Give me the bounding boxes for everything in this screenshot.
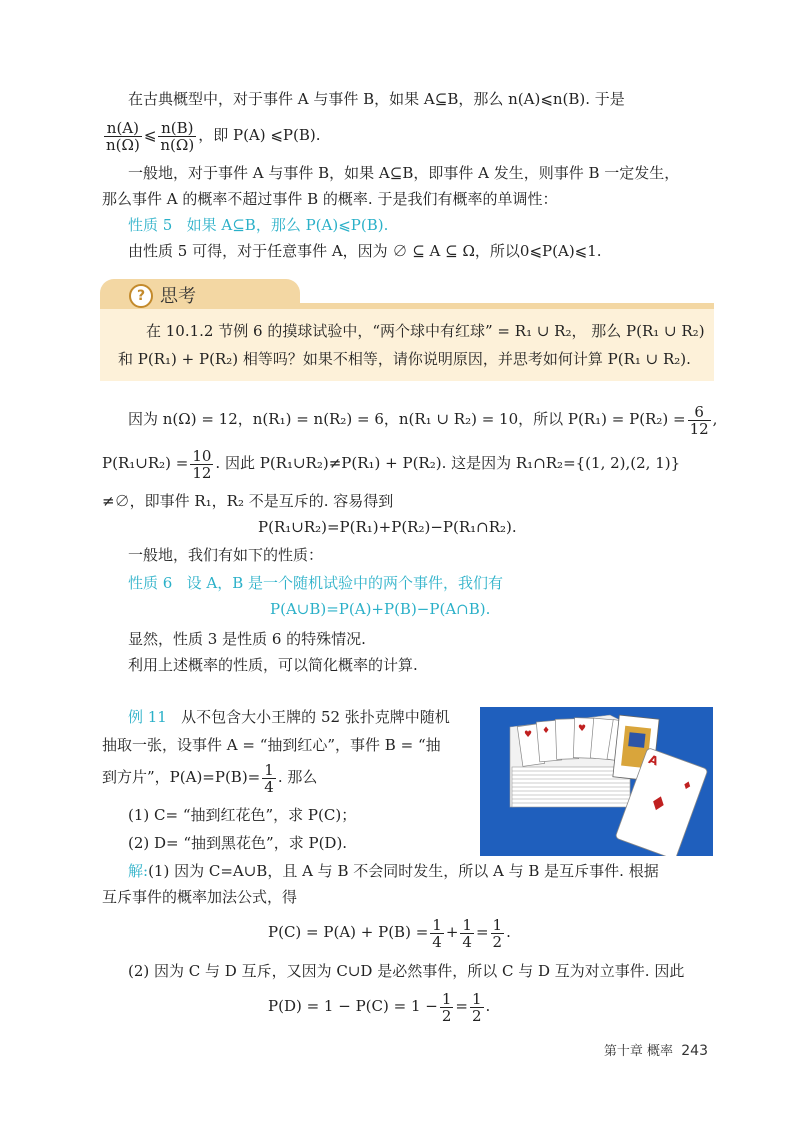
paragraph-2-line-2: 那么事件 A 的概率不超过事件 B 的概率. 于是我们有概率的单调性： [102,190,558,208]
chapter-label: 第十章 概率 [603,1044,673,1059]
solution-2-line-1: (2) 因为 C 与 D 互斥，又因为 C∪D 是必然事件，所以 C 与 D 互为对立事件. 因此 [128,962,685,980]
example-11-line-1 [128,706,450,728]
fraction-6-12: $\frac{6}{12}$ [689,402,709,438]
fraction-1-2-a: $\frac{1}{2}$ [492,915,503,951]
svg-text:♦: ♦ [542,726,551,736]
think-line-1: 在 10.1.2 节例 6 的摸球试验中，“两个球中有红球” = R₁ ∪ R₂， 那么 P(R₁ ∪ R₂) [146,322,705,340]
paragraph-3: 由性质 5 可得，对于任意事件 A，因为 ∅ ⊆ A ⊆ Ω，所以0⩽P(A)⩽1. [128,242,602,260]
property-6-formula: P(A∪B)=P(A)+P(B)−P(A∩B). [270,600,491,618]
page-number: 243 [681,1043,708,1059]
plus-sign: + [445,923,459,941]
paragraph-4-line-3: ≠∅，即事件 R₁，R₂ 不是互斥的. 容易得到 [102,492,394,510]
fraction-1-4: $\frac{1}{4}$ [264,760,274,796]
think-line-2: 和 P(R₁) + P(R₂) 相等吗？如果不相等，请你说明原因，并思考如何计算 P(R₁ ∪ R₂). [118,350,691,368]
solution-2-formula [268,988,490,1024]
fraction-nB-nOmega: $\frac{n(B)}{n(\Omega)}$ [160,118,195,154]
paragraph-4-line-2-head: P(R₁∪R₂) = [102,454,189,472]
period: . [506,923,511,941]
property-5-text: 如果 A⊆B，那么 P(A)⩽P(B). [186,216,389,234]
small-diamond-icon: ♦ [680,777,694,794]
fraction-1-2-b: $\frac{1}{2}$ [441,989,452,1025]
svg-text:♥: ♥ [578,724,587,734]
paragraph-4-line-1-text: 因为 n(Ω) = 12，n(R₁) = n(R₂) = 6，n(R₁ ∪ R₂) = 10，所以 P(R₁) = P(R₂) = [128,410,686,428]
property-5 [128,214,388,236]
fraction-1-2-c: $\frac{1}{2}$ [471,989,482,1025]
solution-1-line-1 [128,860,659,882]
paragraph-1-tail: ，即 P(A) ⩽P(B). [198,126,321,144]
example-11-line-3 [102,760,317,795]
fraction-10-12: $\frac{10}{12}$ [192,446,212,482]
property-6 [128,572,503,594]
period-2: . [485,997,491,1015]
paragraph-2-line-1: 一般地，对于事件 A 与事件 B，如果 A⊆B，即事件 A 发生，则事件 B 一定发生， [128,164,680,182]
paragraph-5: 一般地，我们有如下的性质： [128,546,324,564]
paragraph-4-line-2 [102,446,680,481]
equals-sign-2: = [455,997,468,1015]
think-title: 思考 [160,286,196,307]
equals-sign: = [475,923,489,941]
fraction-nA-nOmega: $\frac{n(A)}{n(\Omega)}$ [106,118,140,154]
solution-1-formula [268,914,511,950]
solution-1-line-1-text: (1) 因为 C=A∪B，且 A 与 B 不会同时发生，所以 A 与 B 是互斥事件. 根据 [148,862,659,880]
property-6-text: 设 A，B 是一个随机试验中的两个事件，我们有 [186,574,504,592]
fraction-1-4-b: $\frac{1}{4}$ [462,915,472,951]
paragraph-4-line-2-tail: . 因此 P(R₁∪R₂)≠P(R₁) + P(R₂). 这是因为 R₁∩R₂={(1, 2),(2, 1)} [215,454,681,472]
question-2: (2) D= “抽到黑花色”，求 P(D). [128,834,348,852]
solution-1-line-2: 互斥事件的概率加法公式，得 [102,888,298,906]
question-1: (1) C= “抽到红花色”，求 P(C)； [128,806,357,824]
example-11-line-1-text: 从不包含大小王牌的 52 张扑克牌中随机 [181,708,450,726]
playing-cards-photo [480,707,713,856]
solution-2-formula-head: P(D) = 1 − P(C) = 1 − [268,997,438,1015]
fraction-1-4-a: $\frac{1}{4}$ [432,915,442,951]
paragraph-4-line-1 [128,402,717,437]
paragraph-1-line-2 [102,118,321,153]
example-11-label: 例 11 [128,708,167,726]
paragraph-6: 显然，性质 3 是性质 6 的特殊情况. [128,630,366,648]
diamond-suit-icon: ♦ [645,789,671,818]
solution-1-formula-head: P(C) = P(A) + P(B) = [268,923,429,941]
card-rank: A [646,752,661,769]
question-icon: ? [129,284,153,308]
property-5-label: 性质 5 [128,216,173,234]
solution-label: 解: [128,862,149,880]
playing-cards-illustration [480,707,713,856]
paragraph-1-line-1: 在古典概型中，对于事件 A 与事件 B，如果 A⊆B，那么 n(A)⩽n(B). 于是 [128,90,625,108]
leq-sign: ⩽ [143,126,157,144]
paragraph-7: 利用上述概率的性质，可以简化概率的计算. [128,656,418,674]
paragraph-4-comma: , [712,410,718,428]
svg-text:♥: ♥ [524,730,533,740]
example-11-line-3-tail: . 那么 [277,768,318,786]
example-11-line-2: 抽取一张，设事件 A = “抽到红心”，事件 B = “抽 [102,736,441,754]
example-11-line-3-head: 到方片”，P(A)=P(B)= [102,768,261,786]
formula-r1-union-r2: P(R₁∪R₂)=P(R₁)+P(R₂)−P(R₁∩R₂). [258,518,517,536]
page-footer [604,1040,708,1059]
property-6-label: 性质 6 [128,574,173,592]
